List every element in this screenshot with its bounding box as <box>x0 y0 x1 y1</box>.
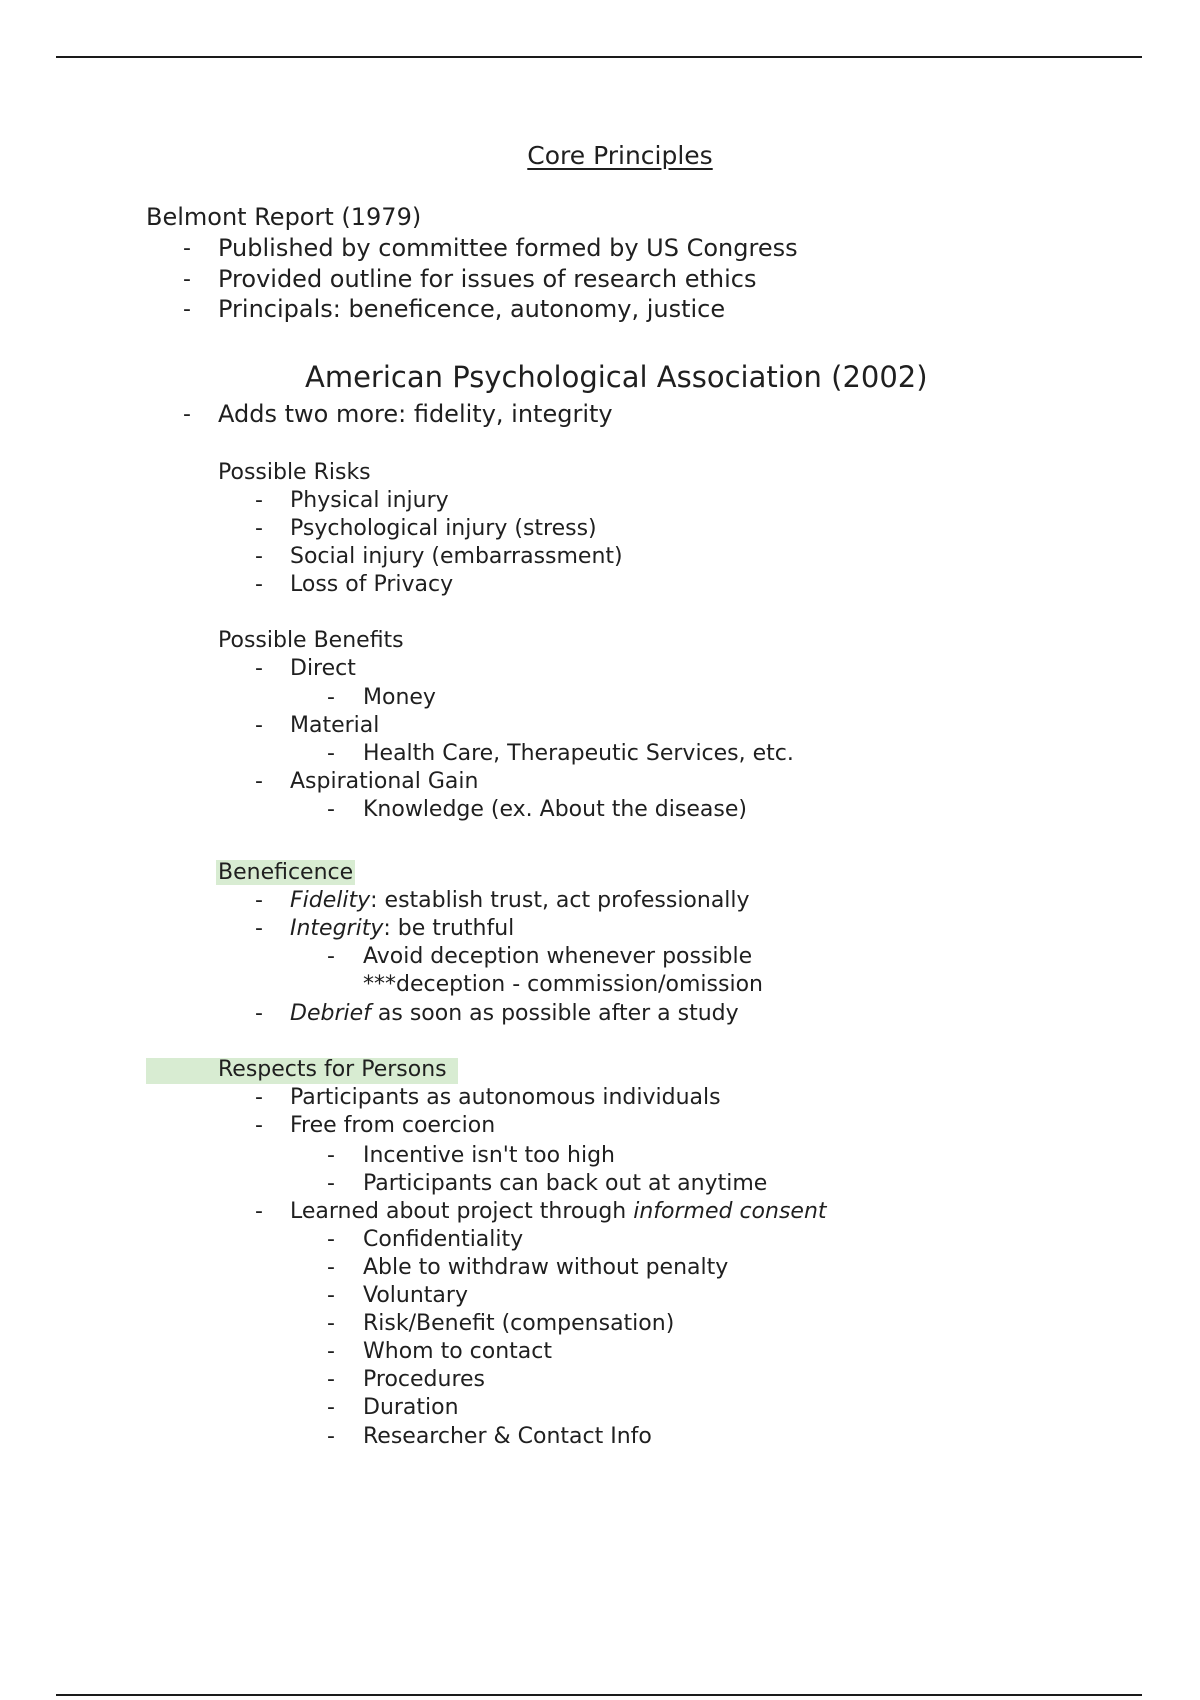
list-item: Whom to contact <box>363 1339 552 1364</box>
list-item: Participants as autonomous individuals <box>290 1085 721 1110</box>
list-item: Voluntary <box>363 1283 468 1308</box>
top-divider <box>56 56 1142 58</box>
respect-heading: Respects for Persons <box>218 1057 447 1082</box>
list-item: Provided outline for issues of research ethics <box>218 265 757 293</box>
apa-heading: American Psychological Association (2002) <box>305 360 928 394</box>
bullet: - <box>327 685 335 710</box>
list-item: Able to withdraw without penalty <box>363 1255 729 1280</box>
list-item: Incentive isn't too high <box>363 1143 615 1168</box>
bullet: - <box>183 402 191 427</box>
bullet: - <box>255 1113 263 1138</box>
term: Fidelity <box>290 888 371 913</box>
bullet: - <box>255 488 263 513</box>
bullet: - <box>327 1171 335 1196</box>
list-item: Principals: beneficence, autonomy, justice <box>218 295 726 323</box>
bullet: - <box>255 713 263 738</box>
bullet: - <box>255 656 263 681</box>
bullet: - <box>327 944 335 969</box>
bullet: - <box>255 544 263 569</box>
bullet: - <box>255 916 263 941</box>
list-item: Aspirational Gain <box>290 769 479 794</box>
list-item: Researcher & Contact Info <box>363 1424 652 1449</box>
list-item: Participants can back out at anytime <box>363 1171 768 1196</box>
list-item: Procedures <box>363 1367 485 1392</box>
definition: : establish trust, act professionally <box>370 888 750 913</box>
term: Debrief <box>290 1001 371 1026</box>
list-item: Health Care, Therapeutic Services, etc. <box>363 741 794 766</box>
note: ***deception - commission/omission <box>363 972 763 997</box>
list-item: Psychological injury (stress) <box>290 516 597 541</box>
belmont-heading: Belmont Report (1979) <box>146 203 422 231</box>
list-item: Adds two more: fidelity, integrity <box>218 400 613 428</box>
bullet: - <box>255 572 263 597</box>
risks-heading: Possible Risks <box>218 460 371 485</box>
list-item: Free from coercion <box>290 1113 496 1138</box>
beneficence-heading <box>218 860 355 885</box>
bullet: - <box>327 1395 335 1420</box>
definition: as soon as possible after a study <box>370 1001 739 1026</box>
list-item: Confidentiality <box>363 1227 524 1252</box>
term: Integrity <box>290 916 384 941</box>
bottom-divider <box>56 1694 1142 1696</box>
list-item <box>290 1001 739 1026</box>
consent-text: Learned about project through <box>290 1199 634 1224</box>
term: informed consent <box>633 1199 827 1224</box>
list-item: Risk/Benefit (compensation) <box>363 1311 675 1336</box>
bullet: - <box>255 888 263 913</box>
bullet: - <box>327 797 335 822</box>
list-item: Duration <box>363 1395 459 1420</box>
definition: : be truthful <box>383 916 515 941</box>
bullet: - <box>255 769 263 794</box>
list-item <box>290 1199 827 1224</box>
list-item <box>290 916 514 941</box>
list-item: Material <box>290 713 380 738</box>
bullet: - <box>255 1085 263 1110</box>
list-item: Avoid deception whenever possible <box>363 944 753 969</box>
bullet: - <box>327 1143 335 1168</box>
list-item: Physical injury <box>290 488 449 513</box>
list-item: Loss of Privacy <box>290 572 454 597</box>
bullet: - <box>183 236 191 261</box>
bullet: - <box>327 1255 335 1280</box>
bullet: - <box>327 1367 335 1392</box>
beneficence-highlight: Beneficence <box>218 860 354 885</box>
bullet: - <box>255 516 263 541</box>
benefits-heading: Possible Benefits <box>218 628 404 653</box>
bullet: - <box>183 297 191 322</box>
page-title: Core Principles <box>527 141 713 170</box>
bullet: - <box>255 1001 263 1026</box>
list-item <box>290 888 750 913</box>
list-item: Published by committee formed by US Congress <box>218 234 798 262</box>
list-item: Social injury (embarrassment) <box>290 544 623 569</box>
bullet: - <box>327 1339 335 1364</box>
bullet: - <box>327 1227 335 1252</box>
list-item: Money <box>363 685 436 710</box>
bullet: - <box>183 267 191 292</box>
list-item: Direct <box>290 656 356 681</box>
bullet: - <box>327 741 335 766</box>
list-item: Knowledge (ex. About the disease) <box>363 797 747 822</box>
bullet: - <box>327 1424 335 1449</box>
bullet: - <box>327 1311 335 1336</box>
bullet: - <box>255 1199 263 1224</box>
bullet: - <box>327 1283 335 1308</box>
